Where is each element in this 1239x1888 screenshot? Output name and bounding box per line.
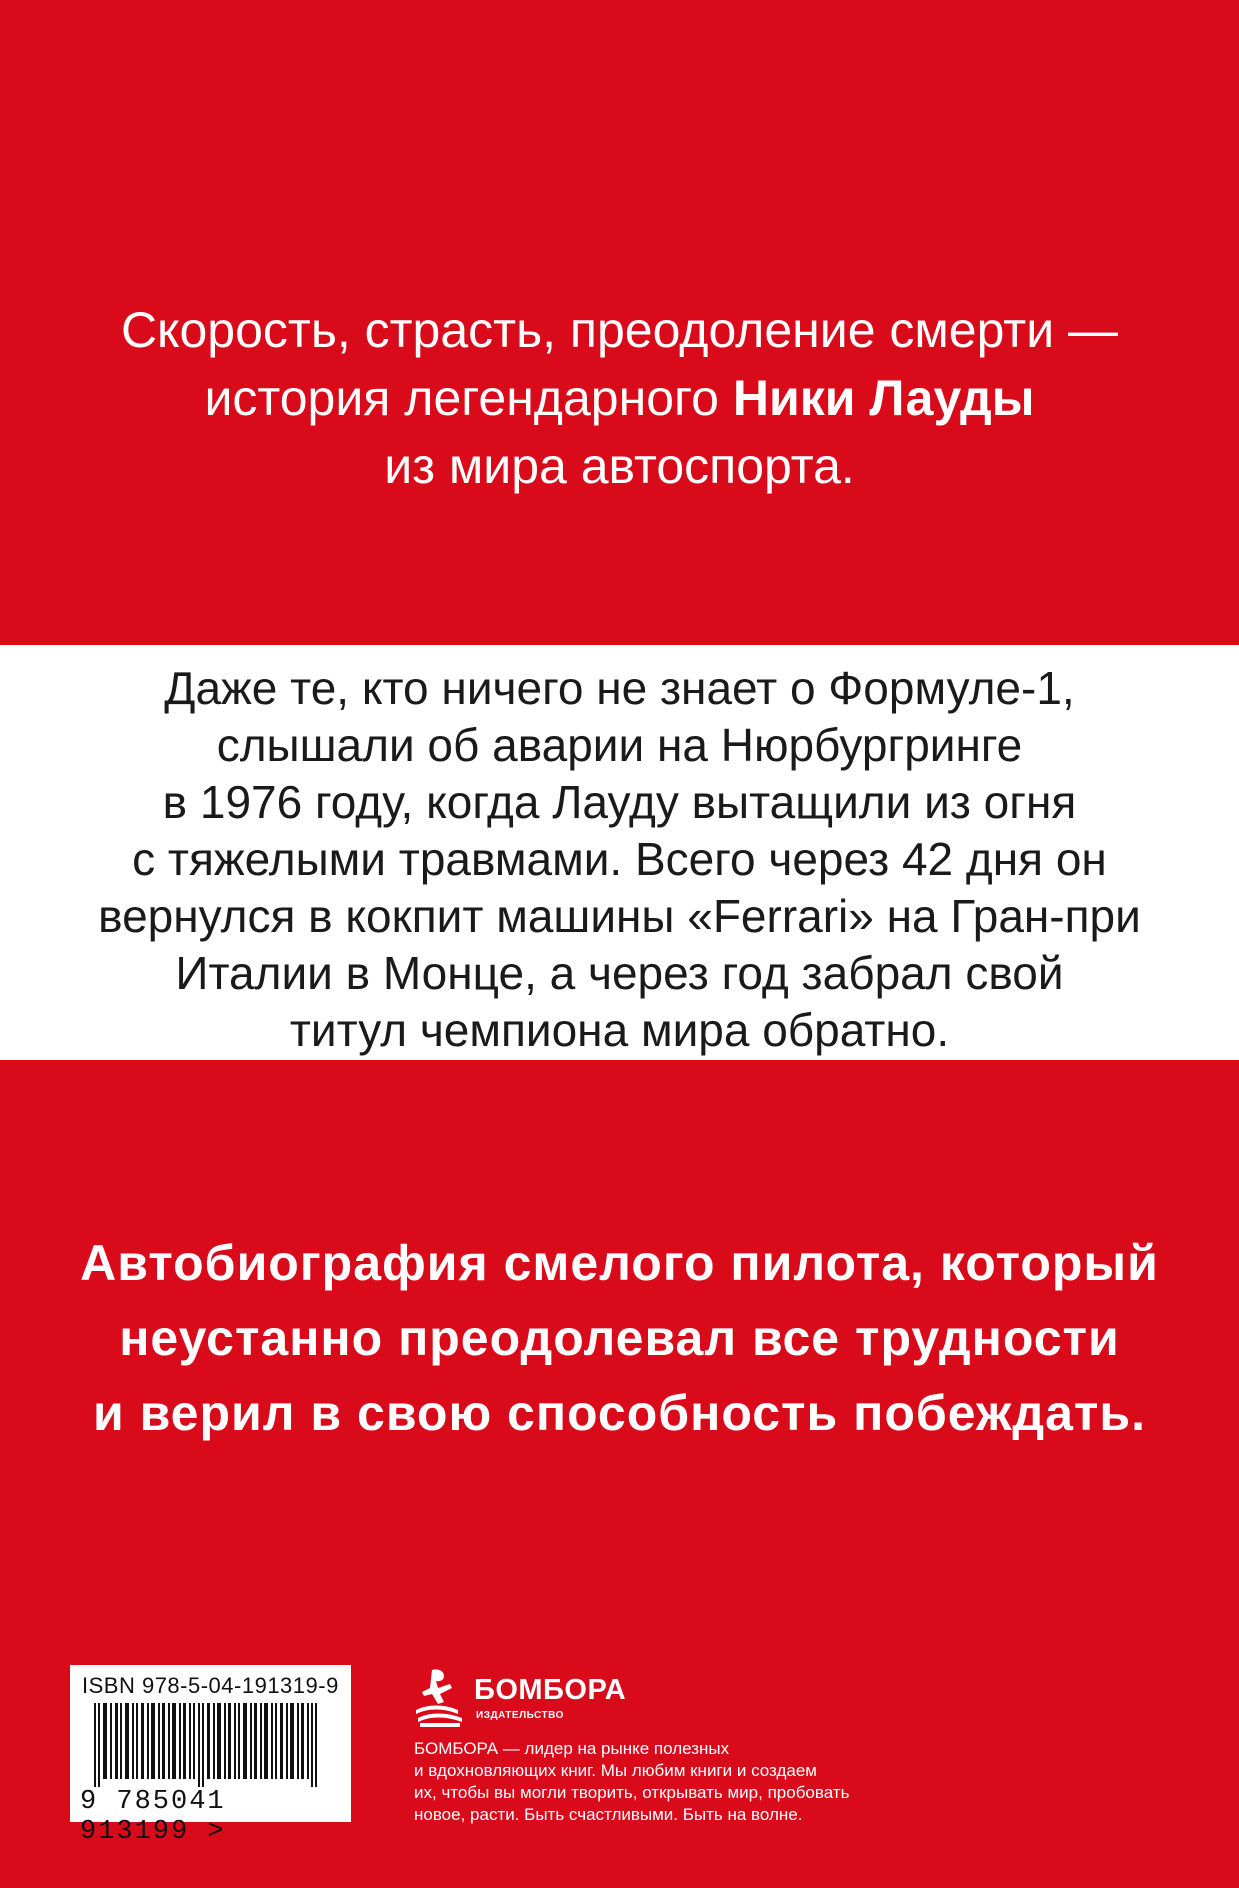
blurb-line: новое, расти. Быть счастливыми. Быть на волне. — [414, 1805, 803, 1824]
publisher-subtitle: ИЗДАТЕЛЬСТВО — [476, 1710, 564, 1721]
summary-line: неустанно преодолевал все трудности — [119, 1310, 1120, 1366]
isbn-label: ISBN 978-5-04-191319-9 — [82, 1673, 339, 1698]
isbn-barcode — [70, 1665, 351, 1847]
summary-text — [0, 1226, 1239, 1451]
publisher-blurb — [414, 1738, 884, 1826]
bombora-logo-icon — [414, 1666, 470, 1728]
blurb-line: их, чтобы вы могли творить, открывать мир, пробовать — [414, 1783, 850, 1802]
summary-line: и верил в свою способность побеждать. — [92, 1385, 1147, 1441]
barcode-digits: 9 785041 913199 > — [80, 1787, 226, 1847]
description-line: титул чемпиона мира обратно. — [289, 1004, 950, 1056]
description-line: Италии в Монце, а через год забрал свой — [175, 947, 1064, 999]
publisher-logo — [414, 1666, 627, 1728]
tagline — [0, 296, 1239, 500]
blurb-line: БОМБОРА — лидер на рынке полезных — [414, 1739, 730, 1758]
tagline-line-1: Скорость, страсть, преодоление смерти — — [120, 302, 1119, 358]
blurb-line: и вдохновляющих книг. Мы любим книги и создаем — [414, 1761, 817, 1780]
description-line: слышали об аварии на Нюрбургринге — [216, 719, 1023, 771]
tagline-name: Ники Лауды — [732, 370, 1035, 426]
publisher-name: БОМБОРА — [474, 1674, 627, 1706]
description-line: в 1976 году, когда Лауду вытащили из огня — [162, 776, 1077, 828]
summary-line: Автобиография смелого пилота, который — [80, 1235, 1159, 1291]
barcode-bars — [80, 1703, 340, 1787]
tagline-line-2-prefix: история легендарного — [204, 370, 733, 426]
description-text — [0, 660, 1239, 1059]
tagline-line-3: из мира автоспорта. — [384, 438, 855, 494]
description-line: вернулся в кокпит машины «Ferrari» на Гран-при — [98, 890, 1141, 942]
description-line: с тяжелыми травмами. Всего через 42 дня он — [132, 833, 1107, 885]
description-line: Даже те, кто ничего не знает о Формуле-1, — [164, 662, 1075, 714]
tagline-line-2 — [0, 364, 1239, 432]
